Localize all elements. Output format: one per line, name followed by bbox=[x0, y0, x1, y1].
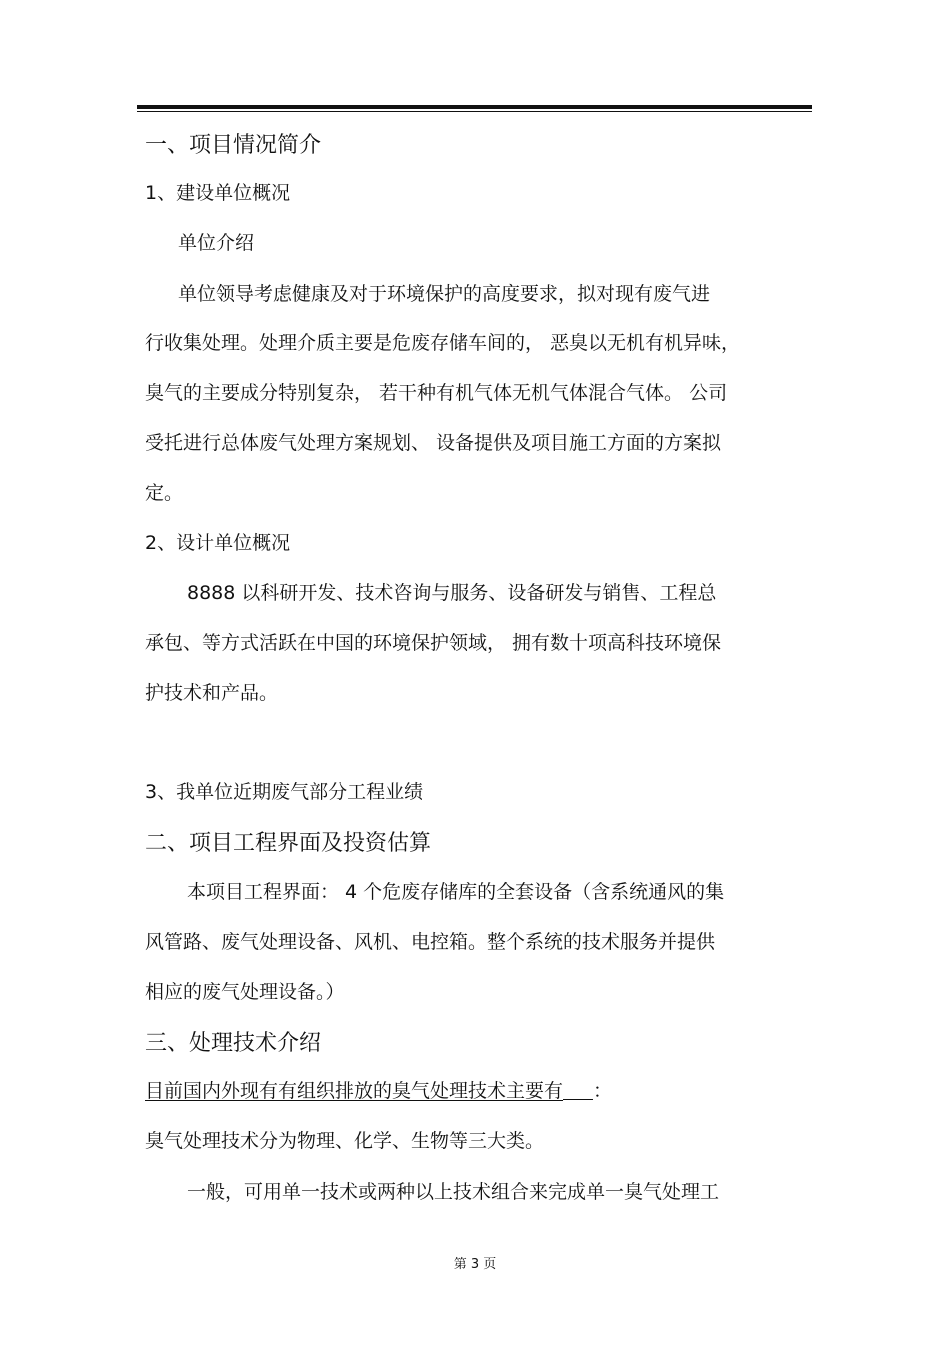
paragraph-1-line-2: 行收集处理。处理介质主要是危废存储车间的， 恶臭以无机有机异味， bbox=[145, 332, 741, 354]
subsection-2-title: 2、设计单位概况 bbox=[145, 532, 291, 554]
paragraph-1-line-4: 受托进行总体废气处理方案规划、 设备提供及项目施工方面的方案拟 bbox=[145, 432, 722, 454]
header-rule-thin bbox=[137, 111, 812, 112]
subsection-3-title: 3、我单位近期废气部分工程业绩 bbox=[145, 781, 424, 803]
header-rule-thick bbox=[137, 105, 812, 109]
paragraph-5: 一般，可用单一技术或两种以上技术组合来完成单一臭气处理工 bbox=[187, 1181, 720, 1203]
section-2-title: 二、项目工程界面及投资估算 bbox=[145, 831, 432, 856]
underline-blank bbox=[563, 1098, 593, 1100]
paragraph-2-line-3: 护技术和产品。 bbox=[145, 682, 279, 704]
paragraph-3-line-2: 风管路、废气处理设备、风机、电控箱。整个系统的技术服务并提供 bbox=[145, 931, 716, 953]
subsection-1-title: 1、建设单位概况 bbox=[145, 182, 291, 204]
paragraph-2-line-2: 承包、等方式活跃在中国的环境保护领域， 拥有数十项高科技环境保 bbox=[145, 632, 722, 654]
underlined-intro-text: 目前国内外现有有组织排放的臭气处理技术主要有 bbox=[145, 1080, 564, 1102]
paragraph-1-line-3: 臭气的主要成分特别复杂， 若干种有机气体无机气体混合气体。 公司 bbox=[145, 382, 728, 404]
underlined-intro-line bbox=[145, 1082, 612, 1101]
paragraph-1-line-5: 定。 bbox=[145, 482, 184, 504]
underlined-intro-colon: ： bbox=[593, 1080, 613, 1102]
page-number-footer: 第 3 页 bbox=[453, 1257, 497, 1272]
paragraph-3-line-3: 相应的废气处理设备。） bbox=[145, 981, 345, 1003]
paragraph-4: 臭气处理技术分为物理、化学、生物等三大类。 bbox=[145, 1130, 545, 1152]
section-3-title: 三、处理技术介绍 bbox=[145, 1031, 322, 1056]
paragraph-3-line-1: 本项目工程界面： 4 个危废存储库的全套设备（含系统通风的集 bbox=[187, 881, 725, 903]
unit-intro-title: 单位介绍 bbox=[178, 232, 255, 254]
paragraph-2-line-1: 8888 以科研开发、技术咨询与服务、设备研发与销售、工程总 bbox=[187, 582, 717, 604]
paragraph-1-line-1: 单位领导考虑健康及对于环境保护的高度要求，拟对现有废气进 bbox=[178, 283, 711, 305]
section-1-title: 一、项目情况简介 bbox=[145, 133, 322, 158]
